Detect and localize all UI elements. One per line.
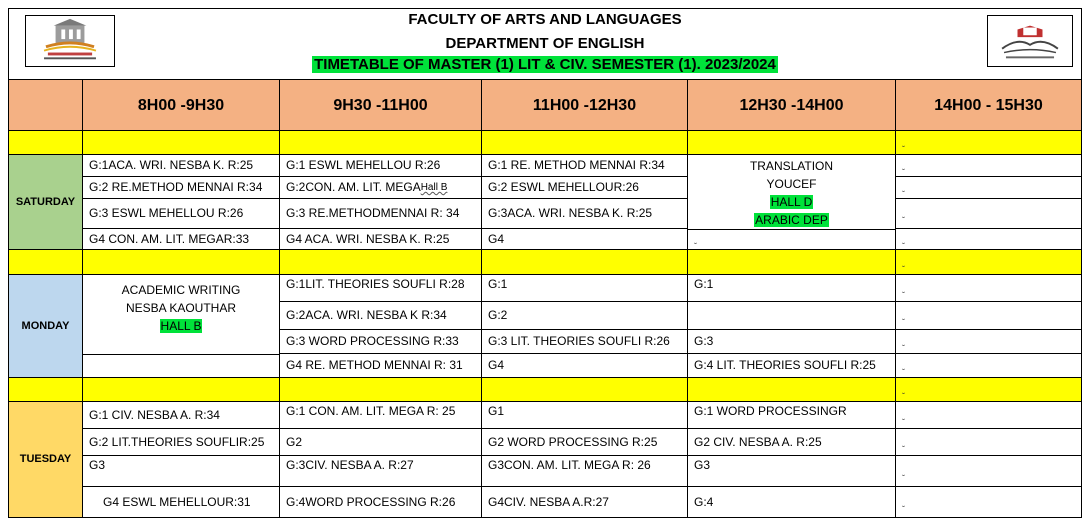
course-name: TRANSLATION bbox=[749, 159, 834, 173]
schedule-cell: G:3 RE.METHODMENNAI R: 34 bbox=[280, 199, 482, 229]
schedule-cell: G3 bbox=[688, 456, 896, 487]
schedule-cell bbox=[83, 354, 280, 378]
schedule-cell: G:3 ESWL MEHELLOU R:26 bbox=[83, 199, 280, 229]
separator-row: ˬ bbox=[896, 250, 1081, 275]
schedule-cell: G4 bbox=[482, 354, 688, 378]
schedule-cell bbox=[688, 302, 896, 330]
schedule-cell: G:1ACA. WRI. NESBA K. R:25 bbox=[83, 155, 280, 177]
corner-header-cell bbox=[9, 80, 83, 131]
schedule-cell: G2 CIV. NESBA A. R:25 bbox=[688, 429, 896, 456]
schedule-cell: G:4 LIT. THEORIES SOUFLI R:25 bbox=[688, 354, 896, 378]
column-header-1: 8H00 -9H30 bbox=[83, 80, 280, 131]
document-header bbox=[9, 9, 1081, 79]
schedule-cell: G:3 LIT. THEORIES SOUFLI R:26 bbox=[482, 330, 688, 354]
schedule-cell: G4 RE. METHOD MENNAI R: 31 bbox=[280, 354, 482, 378]
schedule-cell: ˬ bbox=[896, 354, 1081, 378]
schedule-cell-text: G:2CON. AM. LIT. MEGA bbox=[286, 180, 421, 194]
department-label bbox=[694, 211, 889, 229]
schedule-cell: G:1 WORD PROCESSINGR bbox=[688, 402, 896, 429]
schedule-cell: G:1 CIV. NESBA A. R:34 bbox=[83, 402, 280, 429]
separator-row bbox=[688, 378, 896, 402]
separator-row bbox=[482, 250, 688, 275]
schedule-cell: G:3 bbox=[688, 330, 896, 354]
schedule-cell: G:2 RE.METHOD MENNAI R:34 bbox=[83, 177, 280, 199]
separator-row bbox=[688, 250, 896, 275]
schedule-cell: G:3CIV. NESBA A. R:27 bbox=[280, 456, 482, 487]
column-header-3: 11H00 -12H30 bbox=[482, 80, 688, 131]
schedule-cell bbox=[280, 177, 482, 199]
schedule-cell: G:1 bbox=[482, 275, 688, 302]
schedule-cell: G:2 bbox=[482, 302, 688, 330]
hall-label-text: HALL B bbox=[160, 319, 202, 333]
schedule-cell: ˬ bbox=[896, 155, 1081, 177]
department-title: DEPARTMENT OF ENGLISH bbox=[445, 35, 645, 52]
separator-row bbox=[9, 250, 83, 275]
separator-row bbox=[83, 378, 280, 402]
day-label-monday: MONDAY bbox=[9, 275, 83, 378]
schedule-cell: G2 WORD PROCESSING R:25 bbox=[482, 429, 688, 456]
timetable-grid bbox=[9, 79, 1081, 518]
schedule-cell: ˬ bbox=[896, 429, 1081, 456]
schedule-cell: G:2 LIT.THEORIES SOUFLIR:25 bbox=[83, 429, 280, 456]
schedule-cell: G:4 bbox=[688, 487, 896, 518]
day-label-tuesday: TUESDAY bbox=[9, 402, 83, 518]
schedule-cell: G4CIV. NESBA A.R:27 bbox=[482, 487, 688, 518]
schedule-cell: G:1 RE. METHOD MENNAI R:34 bbox=[482, 155, 688, 177]
hall-label-text: HALL D bbox=[770, 195, 813, 209]
course-name: ACADEMIC WRITING bbox=[121, 283, 241, 297]
department-label-text: ARABIC DEP bbox=[755, 213, 828, 227]
schedule-cell: ˬ bbox=[896, 229, 1081, 250]
separator-row bbox=[482, 131, 688, 155]
hall-note: Hall B bbox=[420, 182, 448, 193]
timetable-title bbox=[9, 56, 1081, 74]
schedule-cell: ˬ bbox=[896, 456, 1081, 487]
schedule-cell: G4 ACA. WRI. NESBA K. R:25 bbox=[280, 229, 482, 250]
separator-row bbox=[482, 378, 688, 402]
column-header-2: 9H30 -11H00 bbox=[280, 80, 482, 131]
separator-row bbox=[280, 378, 482, 402]
separator-row: ˬ bbox=[896, 378, 1081, 402]
schedule-cell: G4 CON. AM. LIT. MEGAR:33 bbox=[83, 229, 280, 250]
schedule-cell: G:1 bbox=[688, 275, 896, 302]
separator-row bbox=[9, 131, 83, 155]
schedule-cell: G1 bbox=[482, 402, 688, 429]
department-logo bbox=[987, 15, 1073, 67]
schedule-cell: ˬ bbox=[896, 330, 1081, 354]
schedule-cell: ˬ bbox=[688, 229, 896, 250]
schedule-cell: G:1LIT. THEORIES SOUFLI R:28 bbox=[280, 275, 482, 302]
academic-writing-merged-cell bbox=[83, 275, 280, 354]
schedule-cell: G2 bbox=[280, 429, 482, 456]
schedule-cell: ˬ bbox=[896, 199, 1081, 229]
separator-row bbox=[688, 131, 896, 155]
hall-label bbox=[694, 193, 889, 211]
teacher-name: NESBA KAOUTHAR bbox=[125, 301, 237, 315]
column-header-4: 12H30 -14H00 bbox=[688, 80, 896, 131]
faculty-title: FACULTY OF ARTS AND LANGUAGES bbox=[408, 11, 682, 28]
schedule-cell: G:2 ESWL MEHELLOUR:26 bbox=[482, 177, 688, 199]
separator-row bbox=[280, 131, 482, 155]
schedule-cell: G:1 CON. AM. LIT. MEGA R: 25 bbox=[280, 402, 482, 429]
schedule-cell: ˬ bbox=[896, 177, 1081, 199]
schedule-cell: G:1 ESWL MEHELLOU R:26 bbox=[280, 155, 482, 177]
schedule-cell: G3CON. AM. LIT. MEGA R: 26 bbox=[482, 456, 688, 487]
schedule-cell: ˬ bbox=[896, 275, 1081, 302]
schedule-cell: G4 bbox=[482, 229, 688, 250]
translation-merged-cell bbox=[688, 155, 896, 229]
separator-row: ˬ bbox=[896, 131, 1081, 155]
schedule-cell: G:3 WORD PROCESSING R:33 bbox=[280, 330, 482, 354]
schedule-cell: ˬ bbox=[896, 487, 1081, 518]
timetable-document bbox=[8, 8, 1082, 518]
schedule-cell: G:3ACA. WRI. NESBA K. R:25 bbox=[482, 199, 688, 229]
schedule-cell: G4 ESWL MEHELLOUR:31 bbox=[83, 487, 280, 518]
schedule-cell: G:4WORD PROCESSING R:26 bbox=[280, 487, 482, 518]
day-label-saturday: SATURDAY bbox=[9, 155, 83, 250]
hall-label bbox=[89, 317, 273, 335]
separator-row bbox=[83, 250, 280, 275]
column-header-5: 14H00 - 15H30 bbox=[896, 80, 1081, 131]
schedule-cell: ˬ bbox=[896, 302, 1081, 330]
separator-row bbox=[280, 250, 482, 275]
separator-row bbox=[83, 131, 280, 155]
teacher-name: YOUCEF bbox=[766, 177, 817, 191]
schedule-cell: G:2ACA. WRI. NESBA K R:34 bbox=[280, 302, 482, 330]
timetable-title-text: TIMETABLE OF MASTER (1) LIT & CIV. SEMESTER (1). 2023/2024 bbox=[314, 56, 776, 73]
schedule-cell: ˬ bbox=[896, 402, 1081, 429]
schedule-cell: G3 bbox=[83, 456, 280, 487]
separator-row bbox=[9, 378, 83, 402]
